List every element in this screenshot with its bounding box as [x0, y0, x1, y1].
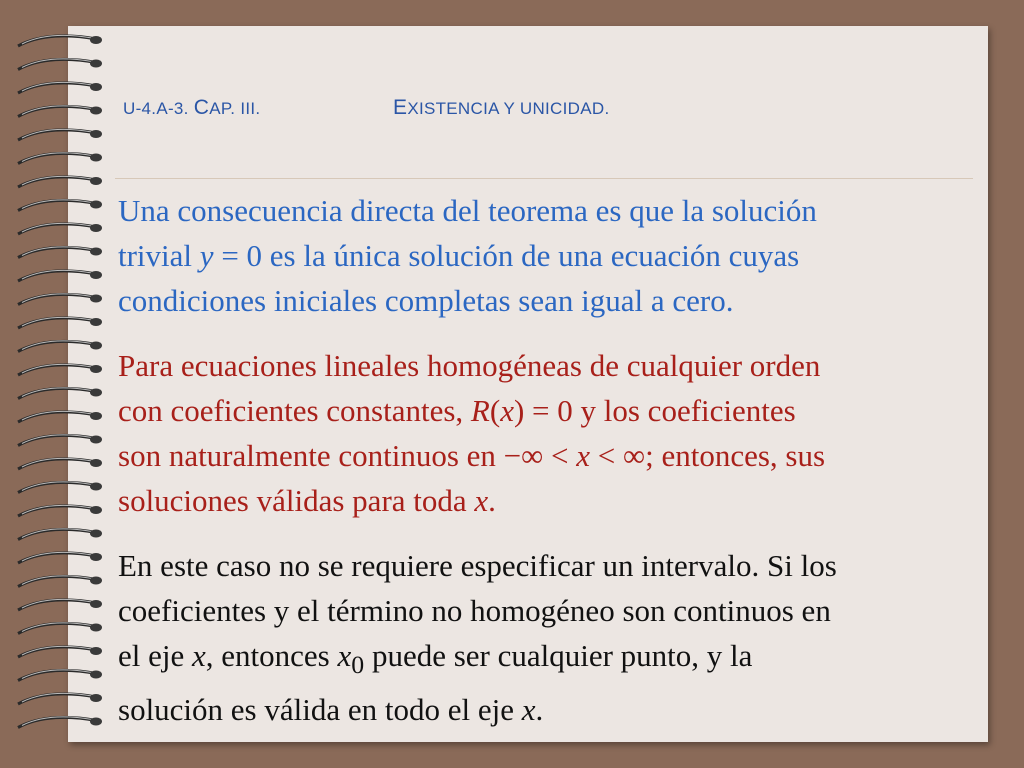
paragraph-consequence — [118, 188, 988, 323]
slide-code: U-4.A-3. CAP. III. — [123, 96, 261, 119]
paragraph1-line1: Una consecuencia directa del teorema es que la solución — [118, 193, 817, 228]
spiral-coil — [18, 388, 102, 398]
spiral-coil — [18, 459, 102, 469]
spiral-coil — [18, 177, 102, 187]
spiral-coil — [18, 694, 102, 704]
paragraph2-line4: soluciones válidas para toda x. — [118, 483, 496, 518]
spiral-coil — [18, 271, 102, 281]
spiral-coil — [18, 36, 102, 46]
spiral-coil — [18, 506, 102, 516]
spiral-coil — [18, 247, 102, 257]
spiral-coil — [18, 717, 102, 727]
spiral-coil — [18, 600, 102, 610]
spiral-coil — [18, 623, 102, 633]
spiral-coil — [18, 553, 102, 563]
paragraph3-line2: coeficientes y el término no homogéneo son continuos en — [118, 593, 831, 628]
header-divider — [115, 178, 973, 179]
paragraph3-line3: el eje x, entonces $x_0$ puede ser cualquier punto, y la — [118, 638, 753, 680]
spiral-coil — [18, 365, 102, 375]
spiral-coil — [18, 576, 102, 586]
paragraph3-line1: En este caso no se requiere especificar un intervalo. Si los — [118, 548, 837, 583]
spiral-coil — [18, 200, 102, 210]
spiral-coil — [18, 106, 102, 116]
spiral-coil — [18, 341, 102, 351]
slide-title: EXISTENCIA Y UNICIDAD. — [393, 96, 610, 119]
paragraph-linear-homogeneous — [118, 343, 988, 523]
spiral-coil — [18, 670, 102, 680]
spiral-coil — [18, 130, 102, 140]
paragraph2-line3: son naturalmente continuos en −∞ < x < ∞; entonces, sus — [118, 438, 826, 473]
spiral-coil — [18, 153, 102, 163]
spiral-coil — [18, 482, 102, 492]
spiral-coil — [18, 412, 102, 422]
spiral-coil — [18, 435, 102, 445]
paragraph2-line2: con coeficientes constantes, R(x) = 0 y los coeficientes — [118, 393, 796, 428]
spiral-coil — [18, 294, 102, 304]
spiral-coil — [18, 224, 102, 234]
spiral-binding — [0, 0, 120, 768]
paragraph1-line2: trivial y = 0 es la única solución de una ecuación cuyas — [118, 238, 800, 273]
paragraph3-line4: solución es válida en todo el eje x. — [118, 692, 544, 728]
spiral-coil — [18, 318, 102, 328]
spiral-coil — [18, 529, 102, 539]
paragraph1-line3: condiciones iniciales completas sean igual a cero. — [118, 283, 734, 318]
spiral-coil — [18, 83, 102, 93]
spiral-coil — [18, 647, 102, 657]
paragraph-interval — [118, 543, 988, 732]
paragraph2-line1: Para ecuaciones lineales homogéneas de cualquier orden — [118, 348, 821, 383]
spiral-coil — [18, 59, 102, 69]
